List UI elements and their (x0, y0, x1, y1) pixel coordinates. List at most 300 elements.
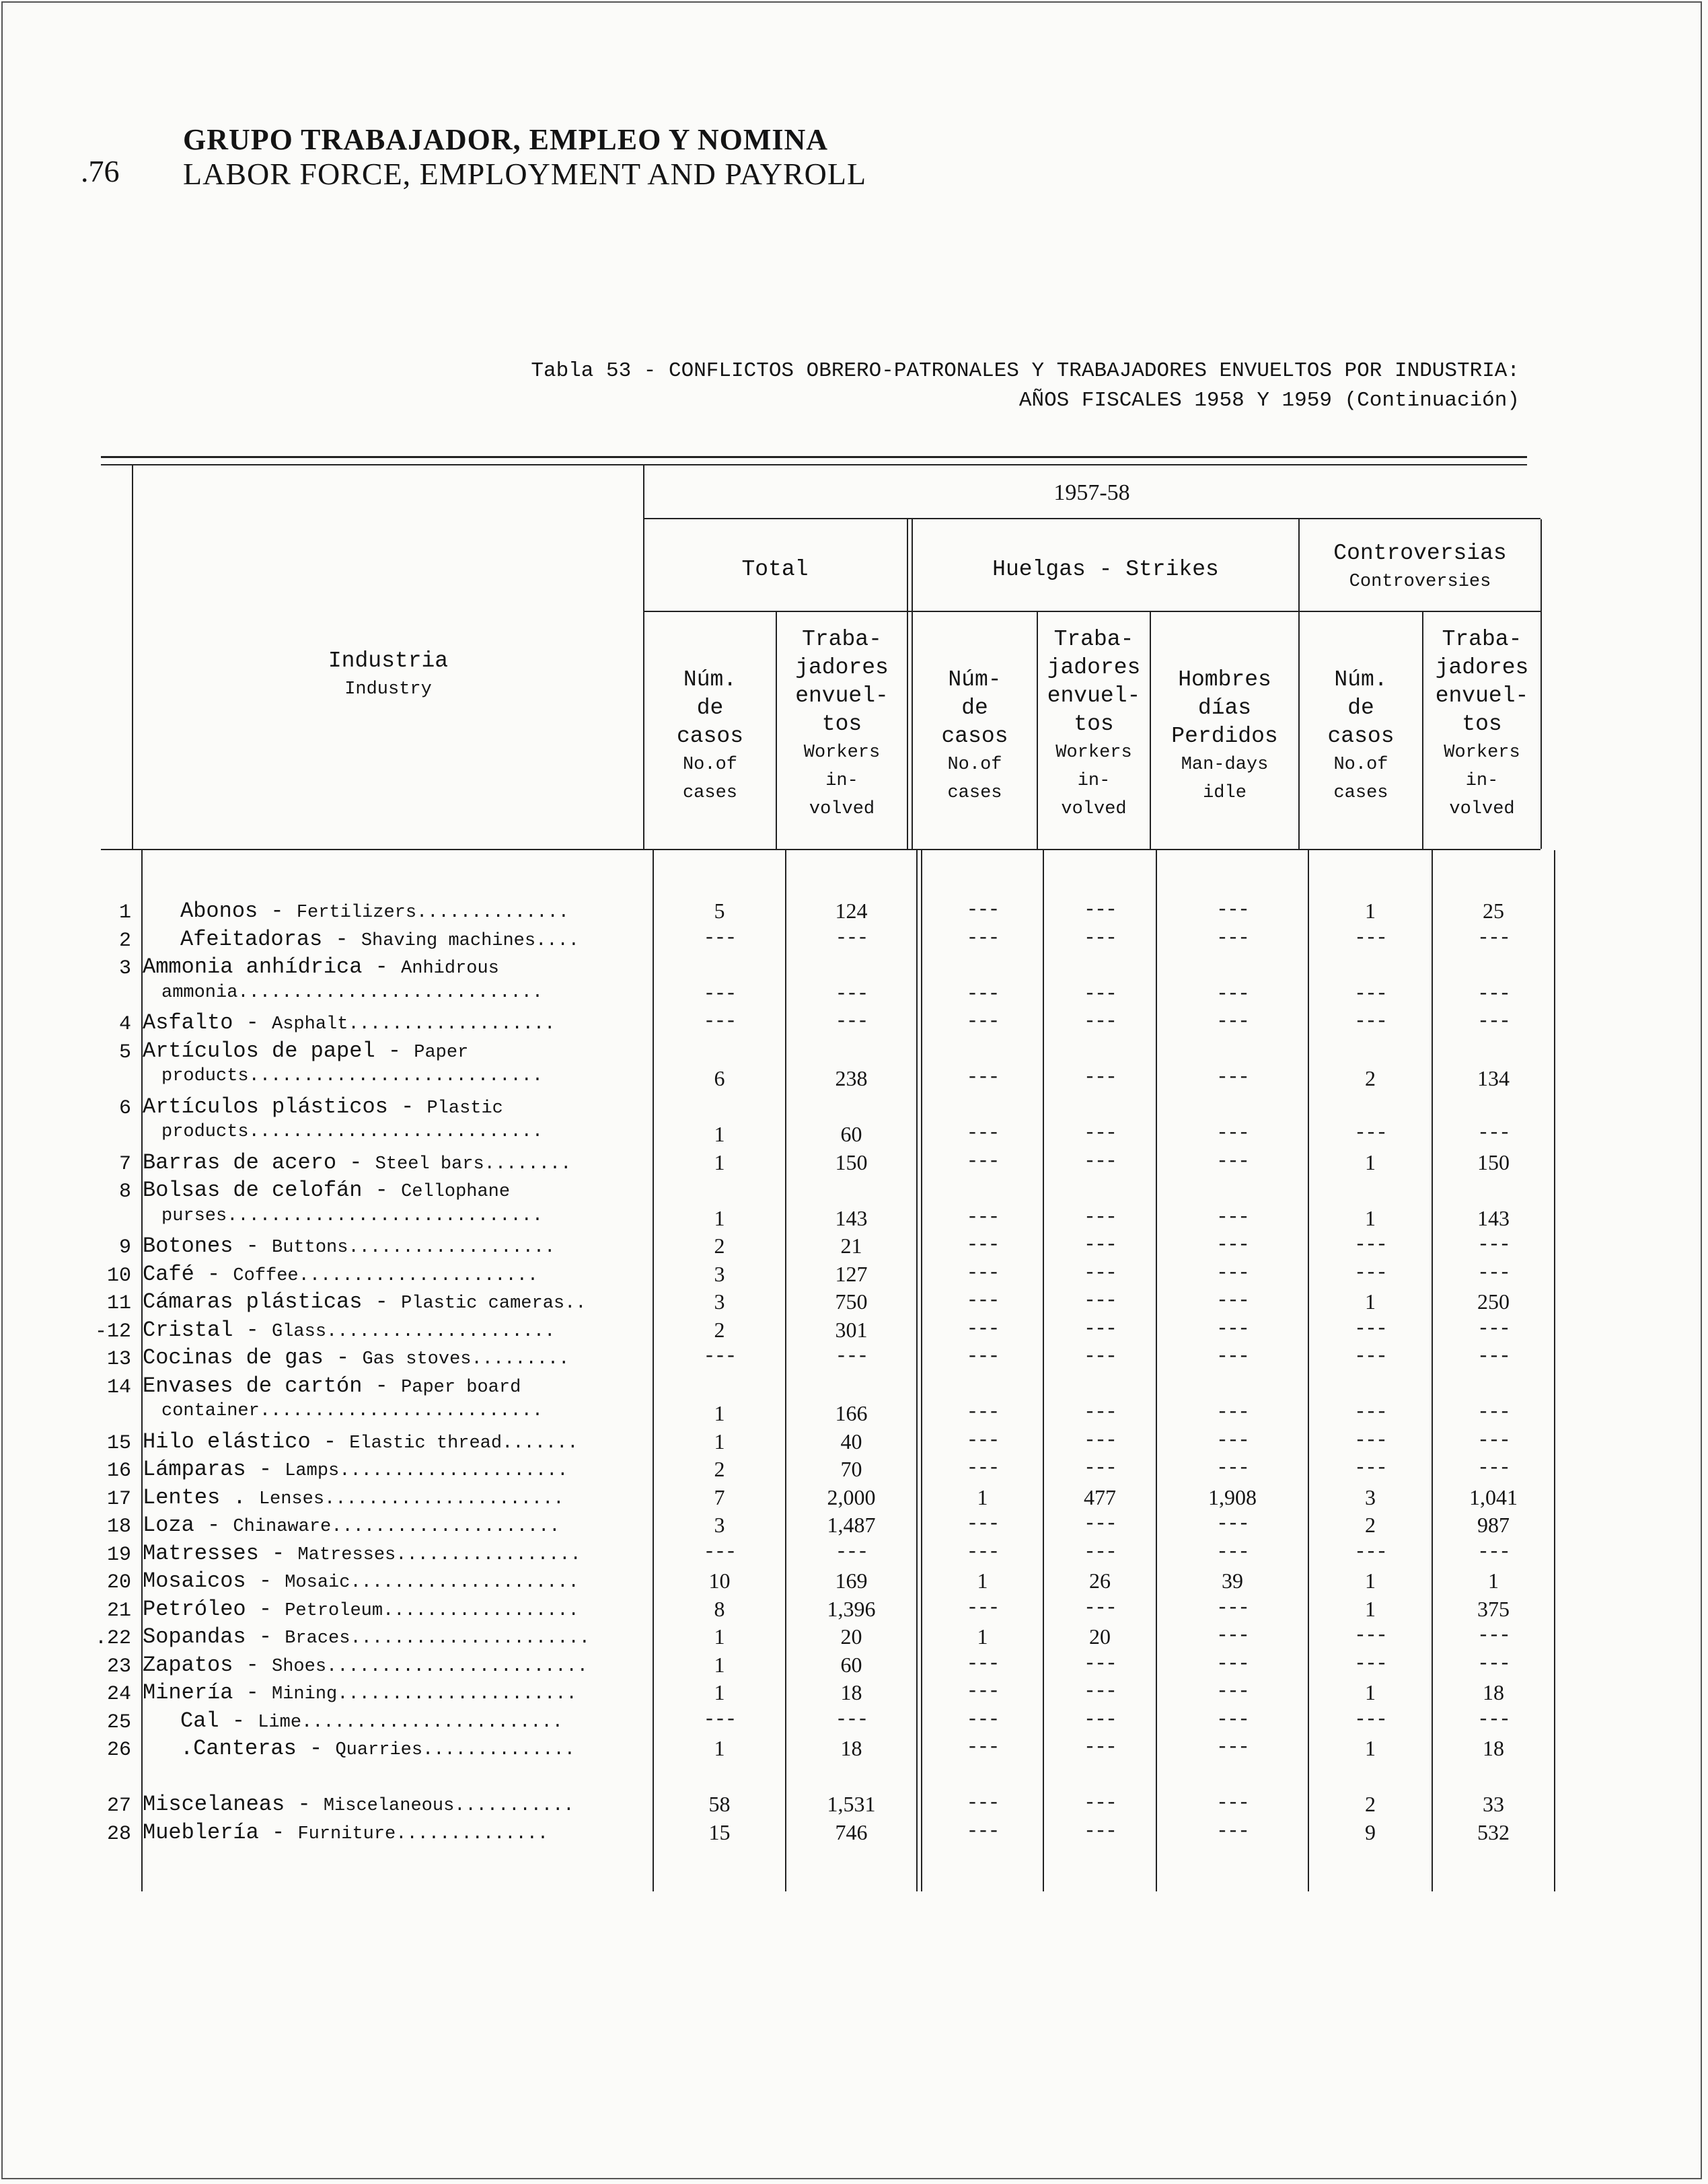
industry-label-continued (161, 1401, 543, 1421)
table-cell: --- (703, 926, 736, 950)
column-header-en-line: cases (1333, 783, 1388, 803)
table-cell: 3 (714, 1513, 725, 1537)
table-cell: --- (1083, 1317, 1116, 1341)
table-cell: --- (1216, 1429, 1249, 1452)
industry-label-en-continued: products........................... (161, 1122, 544, 1142)
table-cell: --- (1216, 1624, 1249, 1647)
column-header-en-line: Workers (803, 743, 881, 763)
column-header-es-line: Hombres (1178, 667, 1271, 692)
table-cell: 1 (714, 1205, 725, 1230)
table-cell: --- (1353, 1457, 1386, 1480)
table-cell: 18 (1483, 1680, 1504, 1704)
table-cell: --- (703, 1010, 736, 1033)
table-cell: --- (1353, 982, 1386, 1006)
industry-label-en: Lenses...................... (258, 1489, 564, 1509)
table-cell: 1 (1365, 1680, 1376, 1704)
section-title-english: LABOR FORCE, EMPLOYMENT AND PAYROLL (183, 157, 867, 191)
table-cell: 2 (1365, 1513, 1376, 1537)
table-cell: --- (835, 926, 868, 950)
table-cell: 1,041 (1469, 1484, 1518, 1509)
table-cell: 1,396 (827, 1596, 876, 1621)
table-cell: --- (1216, 1513, 1249, 1536)
page-number: .76 (81, 154, 120, 188)
industry-label (180, 899, 569, 924)
table-cell: --- (966, 1429, 999, 1452)
industry-label (143, 1569, 579, 1593)
industry-label-es: Sopandas - (143, 1624, 285, 1649)
table-cell: --- (835, 982, 868, 1006)
table-cell: 127 (835, 1261, 868, 1286)
table-cell: 301 (835, 1317, 868, 1342)
col-rule-right (1540, 519, 1542, 849)
table-cell: 746 (835, 1819, 868, 1844)
column-header-es-line: envuel- (1047, 683, 1141, 708)
column-header-en-line: in- (825, 771, 858, 791)
table-cell: --- (966, 1122, 999, 1145)
industry-label (143, 1150, 571, 1175)
column-header-es-line: tos (1074, 712, 1114, 737)
table-cell: --- (703, 1708, 736, 1731)
table-cell: --- (835, 1010, 868, 1033)
table-cell: 1 (714, 1652, 725, 1677)
industry-label-en-continued: ammonia............................ (161, 982, 544, 1003)
industry-label-continued (161, 1206, 543, 1226)
table-cell: 10 (708, 1569, 731, 1593)
industry-label-es: Cal - (180, 1708, 258, 1733)
header-bottom-rule (101, 849, 1540, 850)
table-cell: 150 (835, 1150, 868, 1174)
industry-label-en: Chinaware..................... (233, 1517, 560, 1537)
industry-label-en: Mosaic..................... (285, 1573, 579, 1593)
row-number: 21 (106, 1599, 131, 1622)
body-rule-right (1554, 850, 1555, 1891)
row-number: 11 (106, 1292, 131, 1315)
table-cell: --- (1477, 1317, 1510, 1341)
table-cell: --- (966, 1457, 999, 1480)
table-cell: --- (1216, 982, 1249, 1006)
table-cell: 166 (835, 1401, 868, 1425)
row-number: 19 (106, 1543, 131, 1567)
table-cell: --- (966, 1708, 999, 1731)
industry-label (143, 1513, 560, 1538)
table-cell: --- (1216, 1345, 1249, 1368)
row-number: 18 (106, 1515, 131, 1538)
table-cell: --- (966, 1652, 999, 1675)
table-cell: 26 (1089, 1569, 1111, 1593)
table-cell: 58 (708, 1792, 731, 1816)
table-cell: --- (1083, 1122, 1116, 1145)
industry-label-en: Plastic (426, 1098, 503, 1119)
row-number: 26 (106, 1739, 131, 1762)
table-cell: --- (966, 1680, 999, 1703)
body-rule-strikes-split-2 (1156, 850, 1157, 1891)
industry-label (143, 1094, 503, 1119)
col-rule-strikes-left (907, 519, 908, 849)
industry-label-en: Furniture.............. (297, 1823, 549, 1844)
column-header-es-line: casos (676, 724, 744, 749)
table-cell: 18 (840, 1680, 862, 1704)
table-cell: 18 (1483, 1736, 1504, 1760)
table-cell: --- (966, 1234, 999, 1256)
table-cell: 134 (1477, 1066, 1510, 1090)
table-cell: --- (1216, 1010, 1249, 1033)
table-cell: --- (1477, 1261, 1510, 1285)
table-title (531, 356, 1520, 416)
table-cell: --- (966, 926, 999, 950)
column-header-en-line: in- (1465, 771, 1499, 791)
table-cell: 1 (1365, 1736, 1376, 1760)
table-cell: --- (1353, 926, 1386, 950)
industry-label-es: Loza - (143, 1513, 233, 1538)
column-header-en-line: Man-days (1181, 755, 1269, 775)
table-cell: --- (1083, 1234, 1116, 1256)
industry-label-es: Miscelaneas - (143, 1792, 324, 1817)
industry-label (143, 1485, 564, 1510)
table-cell: --- (966, 1345, 999, 1368)
table-cell: --- (1083, 1205, 1116, 1229)
industry-label (143, 1653, 588, 1678)
row-number: 15 (106, 1431, 131, 1455)
table-cell: --- (966, 899, 999, 921)
table-title-line-1: Tabla 53 - CONFLICTOS OBRERO-PATRONALES Y TRABAJADORES ENVUELTOS POR INDUSTRIA: (531, 359, 1520, 383)
table-cell: --- (1216, 1652, 1249, 1675)
column-header-en-line: No.of (947, 755, 1002, 775)
industry-label-es: Café - (143, 1261, 233, 1287)
industry-label (143, 1457, 568, 1482)
row-number: 8 (118, 1180, 131, 1203)
row-number: 24 (106, 1683, 131, 1706)
table-cell: 5 (714, 899, 725, 923)
industry-label-en: Lamps..................... (285, 1461, 568, 1481)
table-cell: 2,000 (827, 1484, 876, 1509)
table-cell: --- (1083, 1066, 1116, 1089)
row-number: .22 (94, 1627, 131, 1650)
table-cell: 21 (840, 1234, 862, 1258)
table-cell: 3 (714, 1289, 725, 1314)
table-cell: 1 (714, 1624, 725, 1649)
industry-label-es: Petróleo - (143, 1596, 285, 1622)
table-cell: --- (966, 1513, 999, 1536)
table-cell: --- (1477, 1457, 1510, 1480)
table-cell: --- (1216, 1261, 1249, 1285)
table-cell: --- (1477, 1401, 1510, 1424)
row-number: 4 (118, 1013, 131, 1036)
table-cell: --- (1216, 1122, 1249, 1145)
industry-label-en: Buttons................... (272, 1238, 556, 1258)
table-cell: --- (966, 1540, 999, 1564)
column-header-1 (644, 666, 776, 807)
industry-label-en: Matresses................. (297, 1544, 581, 1565)
row-number: 20 (106, 1571, 131, 1594)
table-cell: 1 (714, 1150, 725, 1174)
table-cell: 1 (714, 1401, 725, 1425)
column-header-es-line: casos (1327, 724, 1395, 749)
industry-label-continued (161, 1066, 543, 1086)
column-header-3 (913, 666, 1037, 807)
industry-label (143, 1178, 510, 1203)
column-header-es-line: de (1347, 695, 1374, 720)
table-cell: --- (1083, 1540, 1116, 1564)
table-cell: 60 (840, 1122, 862, 1146)
table-cell: 8 (714, 1596, 725, 1621)
table-cell: --- (703, 1540, 736, 1564)
table-cell: --- (1477, 1429, 1510, 1452)
table-cell: --- (1083, 1792, 1116, 1815)
table-cell: 18 (840, 1736, 862, 1760)
table-cell: --- (1353, 1708, 1386, 1731)
table-cell: --- (1216, 1596, 1249, 1620)
table-cell: 1 (1365, 899, 1376, 923)
industry-label-en: Paper (414, 1042, 469, 1063)
industry-label-es: Cocinas de gas - (143, 1345, 363, 1370)
table-cell: --- (1083, 1010, 1116, 1033)
industry-label-es: Hilo elástico - (143, 1429, 350, 1454)
industry-label-en: Glass..................... (272, 1321, 556, 1342)
industry-label (143, 1597, 579, 1622)
body-rule-total-split (785, 850, 786, 1891)
industry-label (143, 1262, 538, 1287)
table-cell: 1 (977, 1484, 988, 1509)
column-header-en-line: idle (1203, 783, 1247, 803)
table-cell: --- (1216, 1205, 1249, 1229)
table-cell: 33 (1483, 1792, 1504, 1816)
industry-label-en: Shoes........................ (272, 1656, 588, 1677)
table-cell: 987 (1477, 1513, 1510, 1537)
table-cell: --- (1216, 1317, 1249, 1341)
industry-label-en: Lime........................ (258, 1712, 563, 1733)
body-rule-strikes-left (916, 850, 918, 1891)
table-cell: 375 (1477, 1596, 1510, 1621)
table-cell: --- (835, 1540, 868, 1564)
row-number: 2 (118, 929, 131, 952)
body-rule-industry-right (653, 850, 654, 1891)
table-cell: --- (1216, 1457, 1249, 1480)
industry-label (143, 1010, 555, 1035)
table-cell: --- (966, 1010, 999, 1033)
table-cell: --- (1353, 1234, 1386, 1256)
column-header-es-line: días (1197, 695, 1252, 720)
table-cell: 25 (1483, 899, 1504, 923)
table-cell: 3 (1365, 1484, 1376, 1509)
column-header-7 (1423, 626, 1540, 823)
table-cell: --- (966, 1792, 999, 1815)
table-top-rule-2 (101, 464, 1527, 465)
industry-label (143, 1318, 555, 1343)
table-cell: --- (1083, 1596, 1116, 1620)
table-cell: 2 (1365, 1066, 1376, 1090)
industry-label-en: Elastic thread....... (349, 1433, 579, 1454)
body-rule-industry-left (141, 850, 143, 1891)
table-cell: --- (1477, 1010, 1510, 1033)
table-cell: --- (966, 1150, 999, 1173)
industry-label-continued (161, 983, 543, 1003)
row-number: 14 (106, 1376, 131, 1399)
table-cell: --- (1353, 1429, 1386, 1452)
table-cell: --- (1083, 1736, 1116, 1759)
row-number: 17 (106, 1487, 131, 1511)
table-cell: 2 (714, 1317, 725, 1342)
table-cell: --- (966, 1401, 999, 1424)
column-header-es-line: Núm. (683, 667, 737, 692)
table-cell: 238 (835, 1066, 868, 1090)
group-underline (643, 611, 1540, 612)
table-cell: 1 (1365, 1596, 1376, 1621)
table-cell: --- (966, 1066, 999, 1089)
table-cell: --- (1477, 1652, 1510, 1675)
row-number: 23 (106, 1655, 131, 1678)
row-number: 25 (106, 1710, 131, 1734)
industry-label-es: Artículos de papel - (143, 1038, 414, 1063)
table-cell: --- (966, 1596, 999, 1620)
table-cell: --- (835, 1345, 868, 1368)
industry-label-en: Cellophane (401, 1182, 511, 1202)
table-cell: --- (1353, 1122, 1386, 1145)
table-cell: 1 (977, 1569, 988, 1593)
table-cell: 1 (714, 1680, 725, 1704)
table-cell: --- (1083, 1261, 1116, 1285)
table-cell: --- (1216, 1401, 1249, 1424)
industry-label-en-continued: products........................... (161, 1066, 544, 1086)
column-header-2 (777, 626, 907, 823)
row-number: -12 (94, 1320, 131, 1343)
table-cell: --- (1353, 1652, 1386, 1675)
column-header-en-line: in- (1077, 771, 1111, 791)
industry-label-es: Botones - (143, 1234, 272, 1258)
table-cell: 477 (1084, 1484, 1116, 1509)
body-rule-controversies-split (1432, 850, 1433, 1891)
column-header-en-line: Workers (1055, 743, 1132, 763)
column-header-es-line: envuel- (1435, 683, 1529, 708)
table-cell: --- (966, 1736, 999, 1759)
body-rule-controversies-left (1308, 850, 1309, 1891)
table-cell: --- (1216, 1066, 1249, 1089)
table-cell: --- (1083, 926, 1116, 950)
row-number: 27 (106, 1795, 131, 1817)
row-number: 9 (118, 1236, 131, 1259)
industry-label-continued (161, 1122, 543, 1142)
table-cell: 1 (977, 1624, 988, 1649)
industry-label (143, 1624, 590, 1649)
table-cell: --- (1083, 1150, 1116, 1173)
table-cell: --- (1353, 1540, 1386, 1564)
industry-label-en-continued: container.......................... (161, 1401, 544, 1421)
table-cell: --- (1477, 1345, 1510, 1368)
industry-header (133, 647, 643, 704)
table-cell: 39 (1222, 1569, 1243, 1593)
industry-label (143, 954, 499, 979)
table-cell: --- (1083, 1429, 1116, 1452)
table-cell: --- (1477, 1234, 1510, 1256)
industry-label-es: Artículos plásticos - (143, 1094, 427, 1119)
table-cell: 1 (714, 1736, 725, 1760)
industry-label (143, 1289, 587, 1314)
industry-label (143, 1039, 468, 1063)
row-number: 1 (118, 901, 131, 924)
industry-label-en: Gas stoves......... (362, 1349, 570, 1369)
table-cell: --- (703, 982, 736, 1006)
column-header-es-line: Traba- (1442, 627, 1522, 652)
table-cell: --- (1083, 1819, 1116, 1843)
industry-label-en: Miscelaneous........... (323, 1796, 574, 1816)
industry-label (143, 1234, 555, 1258)
table-cell: --- (966, 1819, 999, 1843)
industry-label-es: Matresses - (143, 1540, 298, 1566)
table-cell: 150 (1477, 1150, 1510, 1174)
industry-label-en: Mining...................... (272, 1684, 577, 1704)
column-header-es-line: de (961, 695, 988, 720)
column-header-es-line: Traba- (1053, 627, 1134, 652)
column-header-en-line: volved (1449, 799, 1515, 819)
table-cell: --- (1083, 899, 1116, 921)
table-cell: 6 (714, 1066, 725, 1090)
industry-label-en: Anhidrous (401, 958, 499, 979)
table-cell: 3 (714, 1261, 725, 1286)
row-number: 16 (106, 1460, 131, 1482)
table-cell: --- (1353, 1010, 1386, 1033)
column-header-4 (1038, 626, 1150, 823)
industry-label-es: Zapatos - (143, 1652, 272, 1678)
column-header-en-line: cases (947, 783, 1002, 803)
table-cell: --- (966, 1205, 999, 1229)
column-header-es-line: tos (1462, 712, 1502, 737)
table-cell: 70 (840, 1457, 862, 1481)
table-cell: --- (1083, 1708, 1116, 1731)
industry-label (143, 1373, 521, 1398)
industry-label (143, 1820, 548, 1845)
table-cell: 2 (1365, 1792, 1376, 1816)
table-cell: 7 (714, 1484, 725, 1509)
table-cell: --- (1477, 1540, 1510, 1564)
column-header-es-line: Núm- (948, 667, 1002, 692)
table-cell: --- (1083, 1457, 1116, 1480)
table-cell: --- (1083, 1401, 1116, 1424)
table-cell: --- (1353, 1317, 1386, 1341)
column-header-es-line: jadores (1435, 655, 1529, 680)
column-header-es-line: jadores (1047, 655, 1141, 680)
table-cell: 1 (1365, 1569, 1376, 1593)
table-cell: --- (703, 1345, 736, 1368)
industry-label-es: Cámaras plásticas - (143, 1289, 402, 1314)
table-cell: --- (1216, 1680, 1249, 1703)
table-cell: 1 (714, 1122, 725, 1146)
row-number: 13 (106, 1348, 131, 1371)
industry-label-es: Envases de cartón - (143, 1373, 402, 1398)
column-header-es-line: de (696, 695, 724, 720)
industry-label-en: Shaving machines.... (361, 930, 579, 951)
industry-label-es: Abonos - (180, 899, 297, 924)
table-cell: --- (1083, 1652, 1116, 1675)
industry-label-es: Minería - (143, 1680, 272, 1705)
industry-label (143, 1792, 574, 1817)
table-cell: 15 (708, 1819, 731, 1844)
industry-label-en: Steel bars........ (375, 1154, 572, 1174)
industry-label-es: .Canteras - (180, 1736, 336, 1761)
body-rule-strikes-left-2 (921, 850, 922, 1891)
industry-label-es: Afeitadoras - (180, 926, 361, 952)
table-cell: --- (1477, 982, 1510, 1006)
industry-label-en: Fertilizers.............. (296, 903, 569, 923)
column-header-es-line: Núm. (1334, 667, 1388, 692)
table-cell: 1 (714, 1429, 725, 1454)
industry-label-es: Mosaicos - (143, 1569, 285, 1593)
table-cell: 60 (840, 1652, 862, 1677)
table-cell: --- (1477, 926, 1510, 950)
industry-label-en: Coffee...................... (233, 1265, 539, 1286)
industry-label (143, 1541, 581, 1566)
row-number: 7 (118, 1152, 131, 1176)
column-header-6 (1300, 666, 1422, 807)
table-cell: 124 (835, 899, 868, 923)
